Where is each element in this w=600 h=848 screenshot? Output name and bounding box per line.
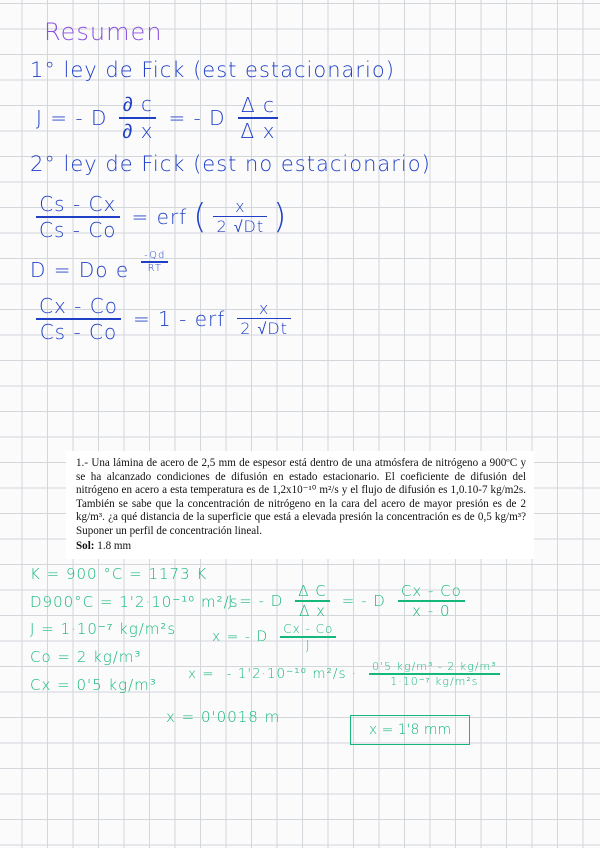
close-paren: )	[273, 196, 288, 237]
fraction-numerator: Δ C	[298, 582, 327, 600]
delta-fraction	[238, 93, 279, 143]
fraction-denominator: J	[306, 637, 311, 652]
summary-title: Resumen	[44, 18, 163, 46]
x-result: x = 0'0018 m	[166, 708, 281, 726]
exponent-fraction	[141, 250, 168, 274]
fraction-denominator: 2 √Dt	[240, 319, 288, 338]
x-numeric-fraction	[369, 660, 500, 688]
erf-argument-fraction	[213, 197, 267, 238]
fraction-denominator: x - 0	[412, 601, 451, 620]
flux-lhs: J = - D	[36, 105, 108, 130]
flux-substituted-fraction	[398, 582, 465, 620]
fraction-numerator: Cx - Co	[39, 294, 118, 318]
fick-second-law-alt-equation	[30, 294, 297, 344]
solution-label: Sol:	[76, 540, 95, 552]
x-solved-equation	[206, 622, 342, 652]
concentration-fraction	[36, 192, 120, 242]
fraction-numerator: Cx - Co	[283, 622, 334, 636]
fraction-denominator: Cs - Co	[39, 217, 117, 242]
fick-second-law-heading: 2° ley de Fick (est no estacionario)	[30, 152, 431, 176]
fraction-denominator: Cs - Co	[39, 319, 118, 344]
fraction-denominator: 1·10⁻⁷ kg/m²s	[390, 674, 479, 688]
open-paren: (	[193, 196, 208, 237]
fraction-denominator: 2 √Dt	[216, 217, 265, 236]
fraction-numerator: -Qd	[144, 250, 166, 261]
given-initial-concentration: Co = 2 kg/m³	[30, 648, 142, 666]
fick-first-law-equation	[30, 92, 284, 144]
flux-delta-fraction	[295, 582, 330, 620]
x-coefficient: - 1'2·10⁻¹⁰ m²/s ·	[226, 665, 358, 682]
given-temperature: K = 900 °C = 1173 K	[30, 565, 208, 583]
given-diffusion-coefficient: D900°C = 1'2·10⁻¹⁰ m²/s	[30, 593, 239, 611]
fraction-denominator: Δ x	[299, 601, 326, 620]
concentration-fraction-alt	[36, 294, 121, 344]
x-numeric-equation	[182, 660, 506, 688]
solution-value: 1.8 mm	[97, 540, 132, 552]
x-fraction	[280, 622, 336, 652]
fraction-numerator: x	[235, 196, 246, 216]
x-equals: x =	[188, 665, 215, 682]
problem-statement: 1.- Una lámina de acero de 2,5 mm de espesor está dentro de una atmósfera de nitrógeno a 900ºC y se ha alcanzado condiciones de difusión en estado estacionario. El coeficiente de difusión del nitrógeno en acero a esta temperatura es de 1,2x10⁻¹⁰ m²/s y el flujo de difusión es 1,0.10-7 kg/m2s. También se sabe que la concentración de nitrógeno en la cara del acero de mayor presión es de 2 kg/m³. ¿a qué distancia de la superficie que está a elevada presión la concentración es de 0,5 kg/m³? Suponer un perfil de concentración lineal.	[76, 457, 526, 537]
final-answer-box	[350, 715, 470, 745]
fraction-numerator: Cx - Co	[400, 582, 462, 600]
equals-minus-d: = - D	[168, 105, 226, 130]
x-lhs: x = - D	[212, 628, 269, 645]
fraction-numerator: x	[258, 298, 270, 318]
equals-one-minus-erf: = 1 - erf	[132, 306, 226, 331]
fraction-numerator: Δ c	[240, 93, 275, 117]
fick-second-law-equation	[30, 192, 287, 242]
fick-first-law-heading: 1° ley de Fick (est estacionario)	[30, 58, 395, 82]
fraction-denominator: RT	[147, 262, 162, 274]
fraction-numerator: ∂ c	[122, 92, 154, 116]
fraction-denominator: ∂ x	[122, 118, 154, 143]
fraction-numerator: 0'5 kg/m³ - 2 kg/m³	[372, 660, 497, 673]
fraction-numerator: Cs - Cx	[39, 192, 117, 216]
erf-argument-fraction-alt	[237, 299, 291, 340]
equals-erf: = erf	[131, 204, 188, 229]
arrhenius-lhs: D = Do e	[30, 258, 130, 282]
derivative-fraction	[119, 92, 156, 144]
fraction-denominator: Δ x	[240, 118, 276, 143]
final-answer: x = 1'8 mm	[368, 722, 452, 738]
flux-lhs: J = - D	[228, 591, 284, 610]
flux-equals-minus-d: = - D	[341, 591, 386, 610]
given-flux: J = 1·10⁻⁷ kg/m²s	[30, 620, 177, 638]
arrhenius-equation	[30, 250, 174, 282]
given-target-concentration: Cx = 0'5 kg/m³	[30, 676, 157, 694]
problem-solution-line	[76, 540, 131, 552]
flux-equation	[222, 582, 471, 620]
